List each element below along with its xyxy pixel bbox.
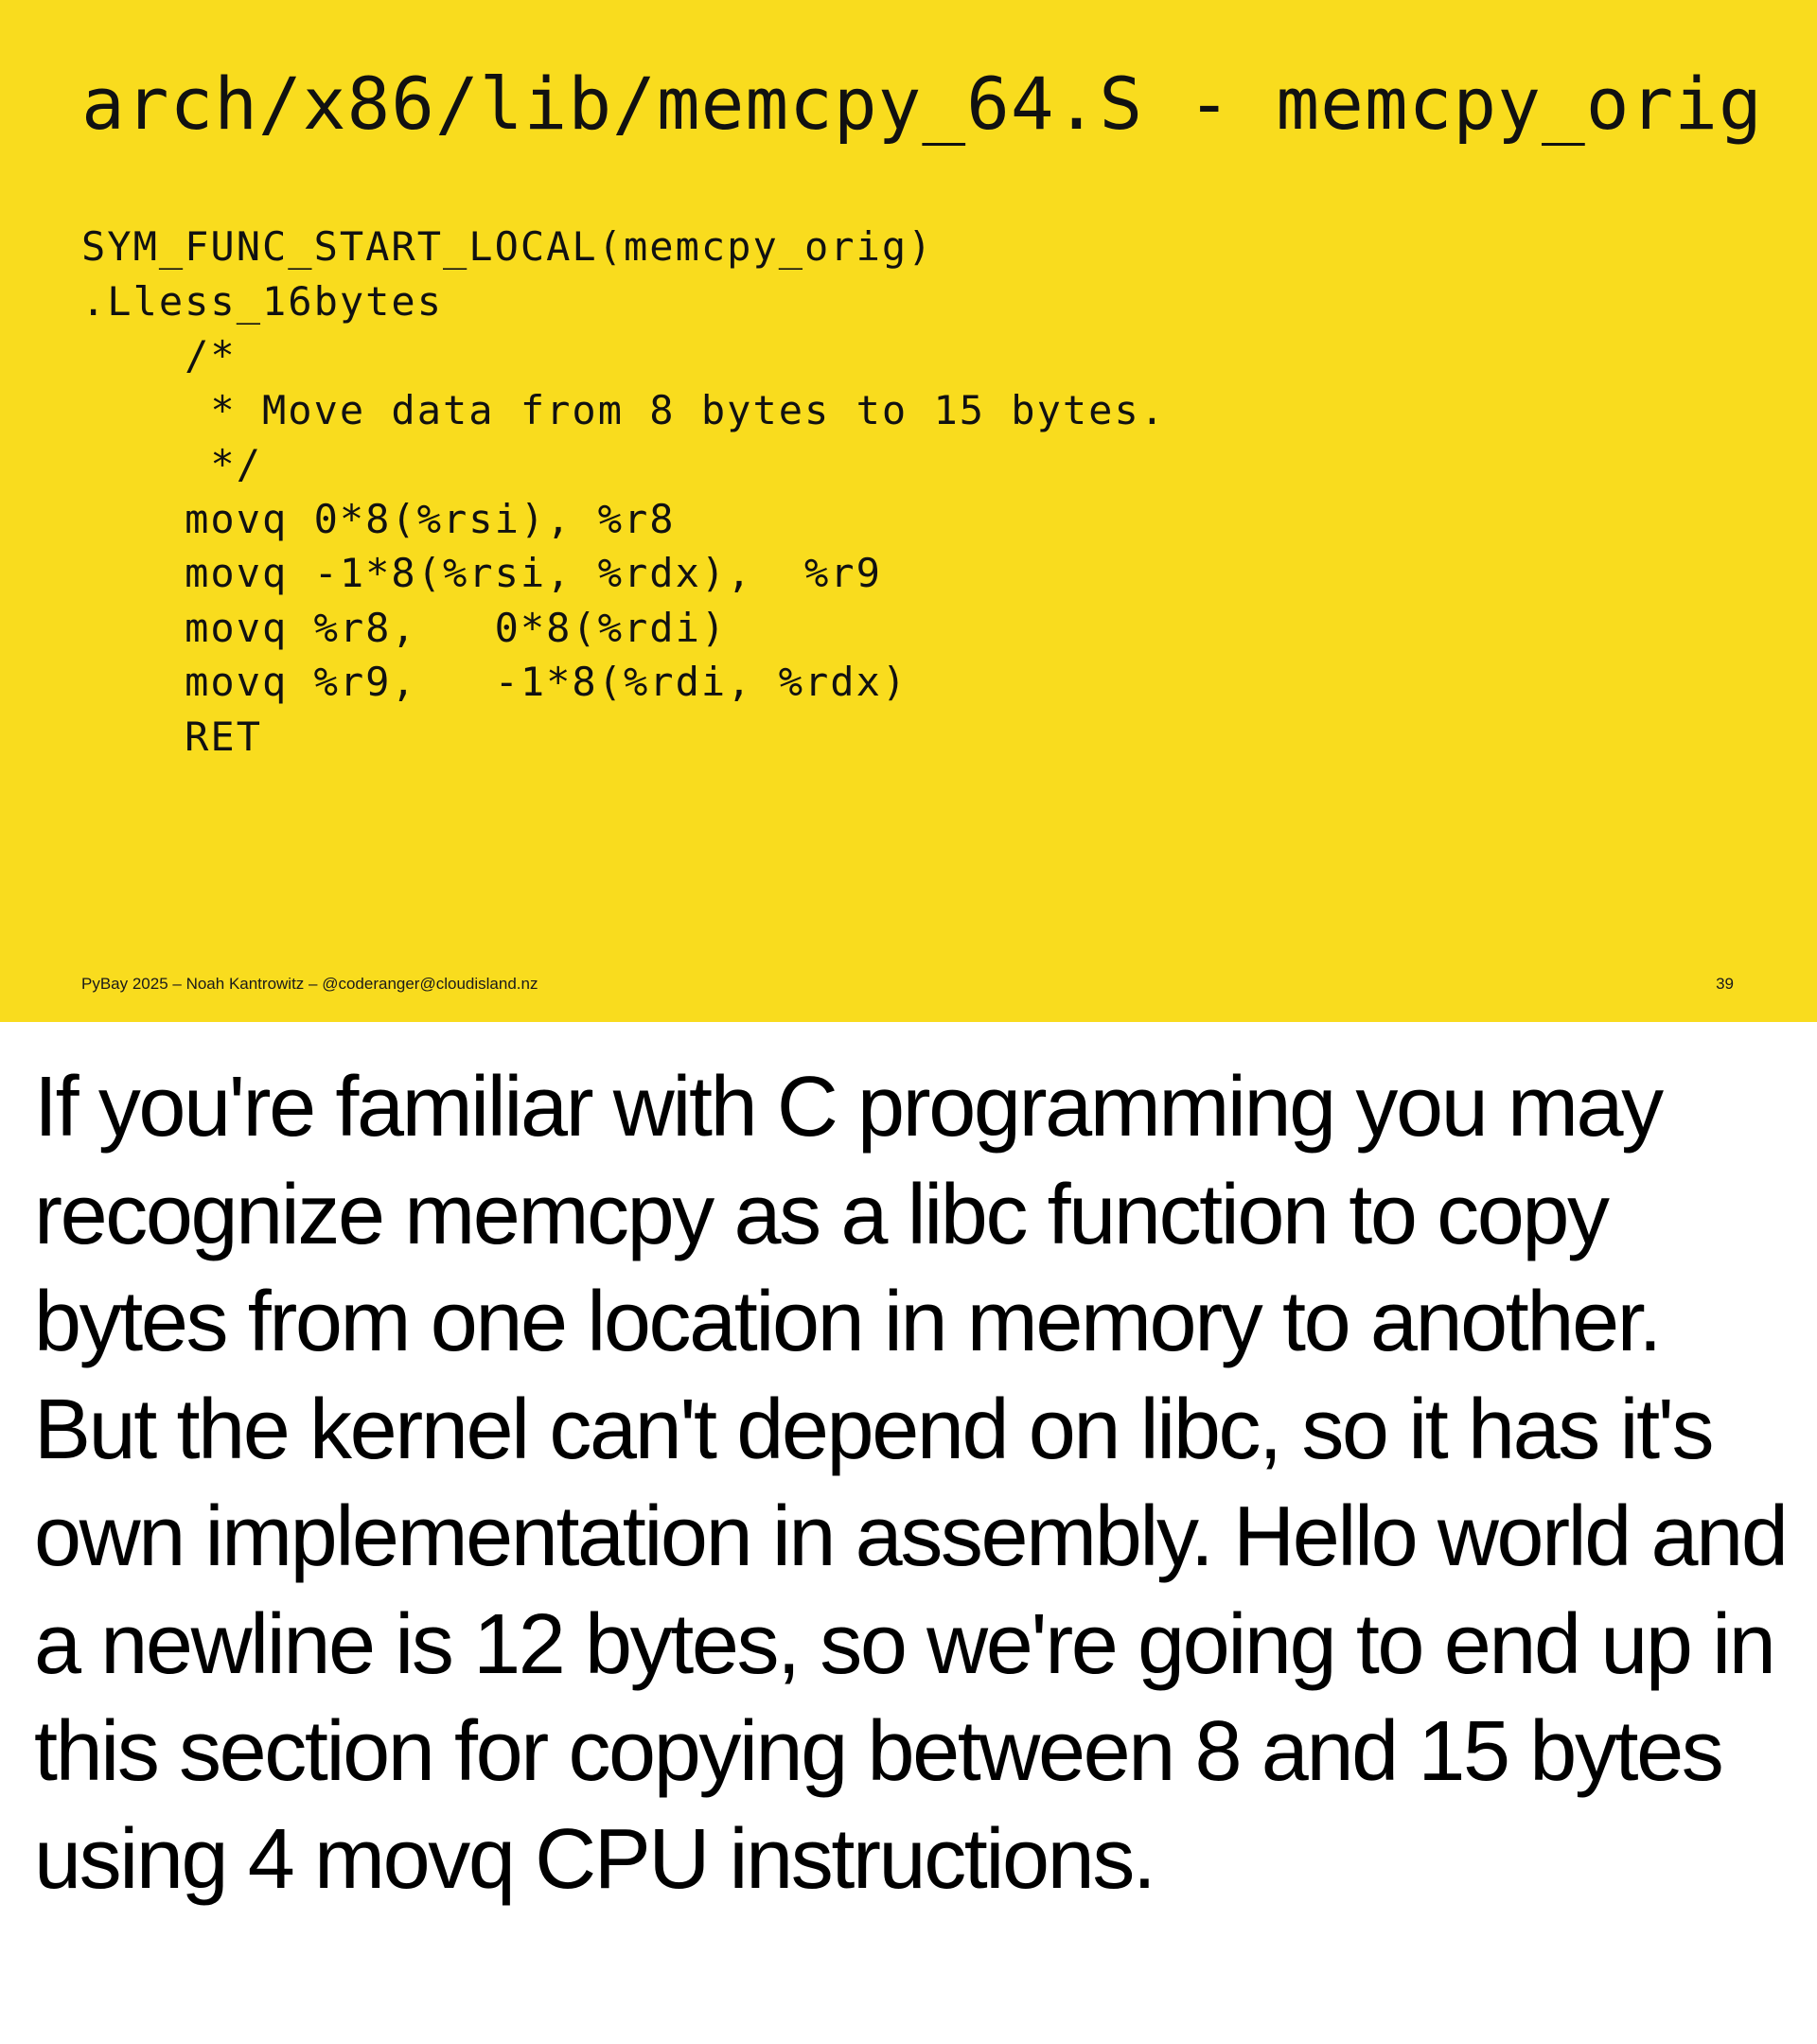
code-line: */ bbox=[81, 441, 263, 487]
speaker-notes: If you're familiar with C programming you may recognize memcpy as a libc function to copy bytes from one location in memory to another. But the kernel can't depend on libc, so it has it's own implementation in assembly. Hello world and a newline is 12 bytes, so we're going to end up in this section for copying between 8 and 15 bytes using 4 movq CPU instructions. bbox=[34, 1060, 1787, 1907]
code-line: .Lless_16bytes bbox=[81, 277, 444, 325]
code-line: movq %r8, 0*8(%rdi) bbox=[81, 604, 728, 651]
code-line: movq %r9, -1*8(%rdi, %rdx) bbox=[81, 659, 908, 705]
slide-title: arch/x86/lib/memcpy_64.S - memcpy_orig bbox=[81, 62, 1763, 146]
code-line: /* bbox=[81, 332, 237, 379]
code-line: RET bbox=[81, 713, 263, 760]
slide-footer: PyBay 2025 – Noah Kantrowitz – @coderanger@cloudisland.nz bbox=[81, 975, 538, 993]
code-line: movq 0*8(%rsi), %r8 bbox=[81, 495, 676, 542]
code-line: * Move data from 8 bytes to 15 bytes. bbox=[81, 386, 1167, 433]
code-line: movq -1*8(%rsi, %rdx), %r9 bbox=[81, 550, 882, 596]
slide-page-number: 39 bbox=[1716, 975, 1734, 993]
code-block bbox=[81, 220, 1166, 764]
code-line: SYM_FUNC_START_LOCAL(memcpy_orig) bbox=[81, 223, 934, 270]
